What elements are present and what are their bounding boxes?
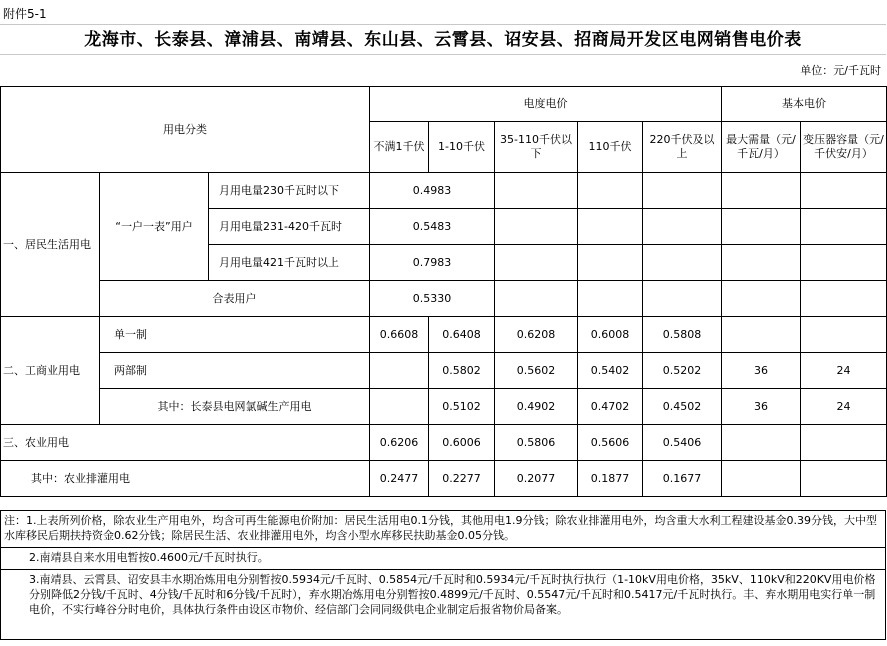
- empty-cell: [801, 461, 887, 497]
- empty-cell: [643, 245, 722, 281]
- chlor-alkali-label: 其中：长泰县电网氯碱生产用电: [100, 389, 370, 425]
- unit-row: [0, 54, 886, 86]
- empty-cell: [495, 281, 578, 317]
- empty-cell: [495, 173, 578, 209]
- empty-cell: [801, 245, 887, 281]
- note-2: 2.南靖县自来水用电暂按0.4600元/千瓦时执行。: [0, 548, 886, 570]
- empty-cell: [643, 209, 722, 245]
- chlor-b1: 36: [722, 389, 801, 425]
- empty-cell: [722, 425, 801, 461]
- empty-cell: [643, 173, 722, 209]
- empty-cell: [801, 209, 887, 245]
- single-part-label: 单一制: [100, 317, 370, 353]
- empty-cell: [495, 245, 578, 281]
- chlor-v4: 0.4702: [578, 389, 643, 425]
- single-v5: 0.5808: [643, 317, 722, 353]
- residential-tier-3-price: 0.7983: [370, 245, 495, 281]
- header-b1: 最大需量（元/千瓦/月）: [722, 122, 801, 173]
- note-1: 注：1.上表所列价格，除农业生产用电外，均含可再生能源电价附加：居民生活用电0.1分钱，其他用电1.9分钱；除农业排灌用电外，均含重大水利工程建设基金0.39分钱，大中型水库移民后期扶持资金0.62分钱；除居民生活、农业排灌用电外，均含小型水库移民扶助基金0.05分钱。: [0, 510, 886, 548]
- industrial-label: 二、工商业用电: [1, 317, 100, 425]
- residential-tier-2-label: 月用电量231-420千瓦时: [209, 209, 370, 245]
- irrigation-v1: 0.2477: [370, 461, 429, 497]
- header-v5: 220千伏及以上: [643, 122, 722, 173]
- empty-cell: [578, 245, 643, 281]
- empty-cell: [722, 317, 801, 353]
- dual-b1: 36: [722, 353, 801, 389]
- price-table: [0, 86, 887, 497]
- empty-cell: [722, 281, 801, 317]
- residential-tier-2-price: 0.5483: [370, 209, 495, 245]
- header-b2: 变压器容量（元/千伏安/月）: [801, 122, 887, 173]
- dual-b2: 24: [801, 353, 887, 389]
- shared-meter-label: 合表用户: [100, 281, 370, 317]
- chlor-b2: 24: [801, 389, 887, 425]
- single-v3: 0.6208: [495, 317, 578, 353]
- dual-v4: 0.5402: [578, 353, 643, 389]
- agri-v2: 0.6006: [429, 425, 495, 461]
- shared-meter-price: 0.5330: [370, 281, 495, 317]
- notes: [0, 510, 886, 640]
- empty-cell: [722, 209, 801, 245]
- empty-cell: [722, 245, 801, 281]
- irrigation-v2: 0.2277: [429, 461, 495, 497]
- agri-v3: 0.5806: [495, 425, 578, 461]
- one-meter-label: “一户一表”用户: [100, 173, 209, 281]
- empty-cell: [578, 209, 643, 245]
- attachment-label: 附件5-1: [3, 7, 47, 21]
- irrigation-v3: 0.2077: [495, 461, 578, 497]
- residential-label: 一、居民生活用电: [1, 173, 100, 317]
- chlor-v2: 0.5102: [429, 389, 495, 425]
- unit-label: 单位：元/千瓦时: [800, 64, 881, 77]
- residential-tier-1-label: 月用电量230千瓦时以下: [209, 173, 370, 209]
- dual-part-label: 两部制: [100, 353, 370, 389]
- empty-cell: [370, 353, 429, 389]
- single-v1: 0.6608: [370, 317, 429, 353]
- agri-v1: 0.6206: [370, 425, 429, 461]
- empty-cell: [801, 425, 887, 461]
- header-basic-price: 基本电价: [722, 87, 887, 122]
- empty-cell: [801, 281, 887, 317]
- header-v1: 不满1千伏: [370, 122, 429, 173]
- irrigation-v5: 0.1677: [643, 461, 722, 497]
- agri-v5: 0.5406: [643, 425, 722, 461]
- agri-v4: 0.5606: [578, 425, 643, 461]
- empty-cell: [495, 209, 578, 245]
- header-energy-price: 电度电价: [370, 87, 722, 122]
- residential-tier-1-price: 0.4983: [370, 173, 495, 209]
- single-v2: 0.6408: [429, 317, 495, 353]
- empty-cell: [722, 173, 801, 209]
- agriculture-label: 三、农业用电: [1, 425, 370, 461]
- dual-v5: 0.5202: [643, 353, 722, 389]
- chlor-v3: 0.4902: [495, 389, 578, 425]
- empty-cell: [578, 281, 643, 317]
- irrigation-v4: 0.1877: [578, 461, 643, 497]
- empty-cell: [722, 461, 801, 497]
- empty-cell: [578, 173, 643, 209]
- dual-v2: 0.5802: [429, 353, 495, 389]
- header-category: 用电分类: [1, 87, 370, 173]
- empty-cell: [643, 281, 722, 317]
- empty-cell: [801, 173, 887, 209]
- note-3: 3.南靖县、云霄县、诏安县丰水期冶炼用电分别暂按0.5934元/千瓦时、0.5854元/千瓦时和0.5934元/千瓦时执行执行（1-10kV用电价格，35kV、110kV和220KV用电价格分别降低2分钱/千瓦时、4分钱/千瓦时和6分钱/千瓦时），弃水期冶炼用电分别暂按0.4899元/千瓦时、0.5547元/千瓦时和0.5417元/千瓦时执行。丰、弃水期用电实行单一制电价，不实行峰谷分时电价，具体执行条件由设区市物价、经信部门会同同级供电企业制定后报省物价局备案。: [0, 570, 886, 640]
- attachment-row: [0, 0, 886, 25]
- residential-tier-3-label: 月用电量421千瓦时以上: [209, 245, 370, 281]
- header-v4: 110千伏: [578, 122, 643, 173]
- dual-v3: 0.5602: [495, 353, 578, 389]
- irrigation-label: 其中：农业排灌用电: [1, 461, 370, 497]
- page-title: 龙海市、长泰县、漳浦县、南靖县、东山县、云霄县、诏安县、招商局开发区电网销售电价表: [84, 30, 802, 50]
- header-v2: 1-10千伏: [429, 122, 495, 173]
- single-v4: 0.6008: [578, 317, 643, 353]
- header-v3: 35-110千伏以下: [495, 122, 578, 173]
- empty-cell: [801, 317, 887, 353]
- chlor-v5: 0.4502: [643, 389, 722, 425]
- empty-cell: [370, 389, 429, 425]
